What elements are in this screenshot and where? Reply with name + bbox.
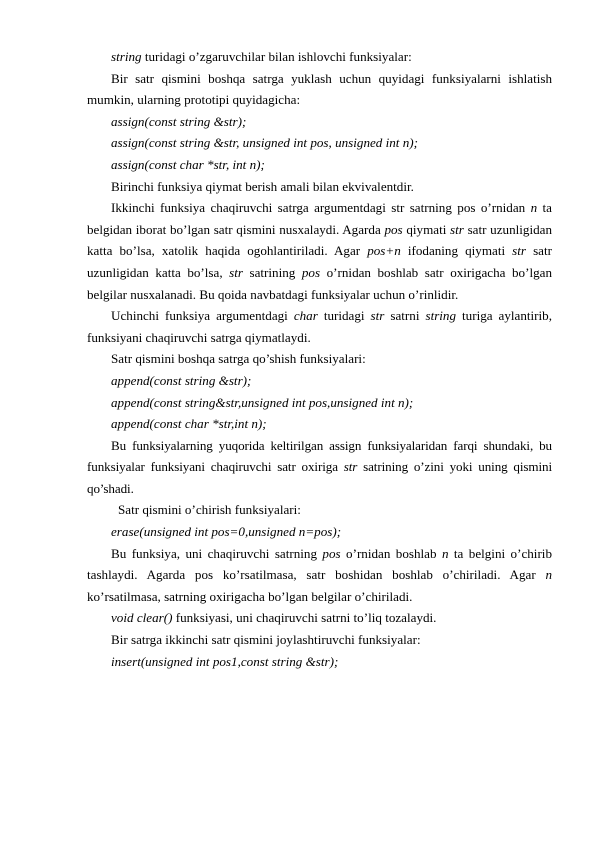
erase-paragraph: Bu funksiya, uni chaqiruvchi satrning pos o’rnidan boshlab n ta belgini o’chirib tashlaydi. Agarda pos ko’rsatilmasa, satr boshidan boshlab o’chiriladi. Agar n ko’rsatilmasa, satrning oxirigacha bo’lgan belgilar o’chiriladi. — [87, 545, 552, 604]
document-body — [87, 46, 552, 672]
code-append-3: append(const char *str,int n); — [111, 416, 267, 432]
append-paragraph: Bu funksiyalarning yuqorida keltirilgan assign funksiyalaridan farqi shundaki, bu funksiyalar funksiyani chaqiruvchi satr oxiriga str satrining o’zini yoki uning qismini qo’shadi. — [87, 437, 552, 496]
code-assign-1: assign(const string &str); — [111, 113, 247, 129]
code-insert: insert(unsigned int pos1,const string &str); — [111, 653, 339, 669]
code-assign-3: assign(const char *str, int n); — [111, 156, 265, 172]
clear-function-term: void clear() — [111, 610, 173, 626]
assign-intro-paragraph: Bir satr qismini boshqa satrga yuklash uchun quyidagi funksiyalarni ishlatish mumkin, ularning prototipi quyidagicha: — [87, 70, 552, 108]
insert-heading: Bir satrga ikkinchi satr qismini joylashtiruvchi funksiyalar: — [111, 632, 421, 648]
erase-heading: Satr qismini o’chirish funksiyalari: — [118, 502, 301, 518]
clear-paragraph: void clear() funksiyasi, uni chaqiruvchi satrni to’liq tozalaydi. — [111, 610, 437, 626]
code-append-1: append(const string &str); — [111, 372, 252, 388]
code-erase: erase(unsigned int pos=0,unsigned n=pos); — [111, 524, 342, 540]
assign-second-paragraph: Ikkinchi funksiya chaqiruvchi satrga argumentdagi str satrning pos o’rnidan n ta belgidan iborat bo’lgan satr qismini nusxalaydi. Agarda pos qiymati str satr uzunligidan katta bo’lsa, xatolik haqida ogohlantiriladi. Agar pos+n ifodaning qiymati str satr uzunligidan katta bo’lsa, str satrining pos o’rnidan boshlab satr oxirigacha bo’lgan belgilar nusxalanadi. Bu qoida navbatdagi funksiyalar uchun o’rinlidir. — [87, 200, 552, 302]
string-functions-heading: string turidagi o’zgaruvchilar bilan ishlovchi funksiyalar: — [111, 49, 412, 64]
assign-first-paragraph: Birinchi funksiya qiymat berish amali bilan ekvivalentdir. — [111, 178, 414, 194]
string-type-term: string — [111, 49, 142, 64]
assign-third-paragraph: Uchinchi funksiya argumentdagi char turidagi str satrni string turiga aylantirib, funksiyani chaqiruvchi satrga qiymatlaydi. — [87, 308, 552, 345]
append-heading: Satr qismini boshqa satrga qo’shish funksiyalari: — [111, 351, 366, 367]
code-append-2: append(const string&str,unsigned int pos,unsigned int n); — [111, 394, 414, 410]
code-assign-2: assign(const string &str, unsigned int pos, unsigned int n); — [111, 135, 418, 151]
